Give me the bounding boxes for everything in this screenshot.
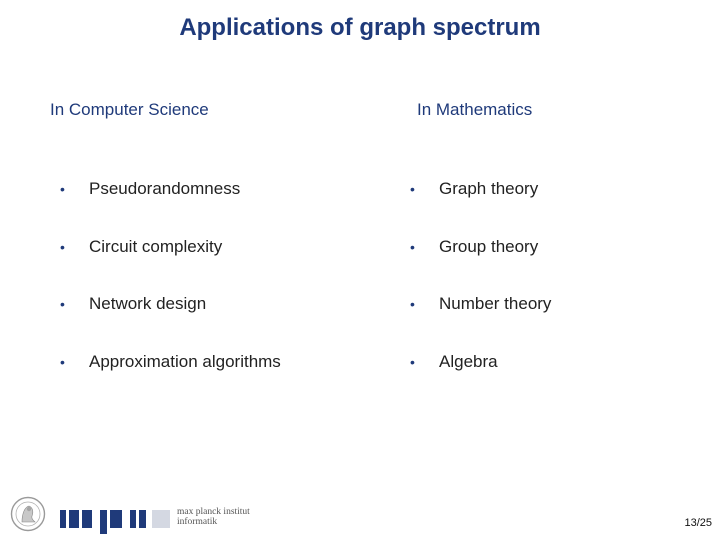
logo-text-line: informatik [177,517,218,527]
column-heading-mathematics: In Mathematics [417,100,533,119]
list-item [60,178,281,236]
list-item-text: Group theory [439,236,539,256]
bullet-icon: • [410,353,415,370]
mpi-logo-icon [60,506,172,534]
slide-title: Applications of graph spectrum [179,14,541,41]
list-item-text: Graph theory [439,179,539,198]
list-item [410,236,551,294]
bullet-icon: • [60,296,65,312]
list-item-text: Network design [89,294,207,313]
list-item [410,351,551,409]
logo-text-line: max planck institut [177,507,250,517]
list-item [60,293,281,351]
list-item [60,236,281,294]
list-item-text: Circuit complexity [89,236,223,256]
logo-wordmark [177,507,250,527]
list-item [410,178,551,236]
list-item-text: Pseudorandomness [89,179,241,198]
bullet-icon: • [60,238,65,255]
bullet-icon: • [60,353,65,370]
column-heading-computer-science: In Computer Science [50,100,209,119]
mathematics-list [410,178,551,408]
list-item [60,351,281,409]
bullet-icon: • [60,181,65,197]
list-item-text: Number theory [439,294,552,313]
list-item [410,293,551,351]
page-number: 13/25 [684,517,712,529]
bullet-icon: • [410,181,415,197]
list-item-text: Algebra [439,351,498,371]
minerva-seal-icon [10,496,46,532]
list-item-text: Approximation algorithms [89,351,281,371]
bullet-icon: • [410,238,415,255]
bullet-icon: • [410,296,415,312]
computer-science-list [60,178,281,408]
